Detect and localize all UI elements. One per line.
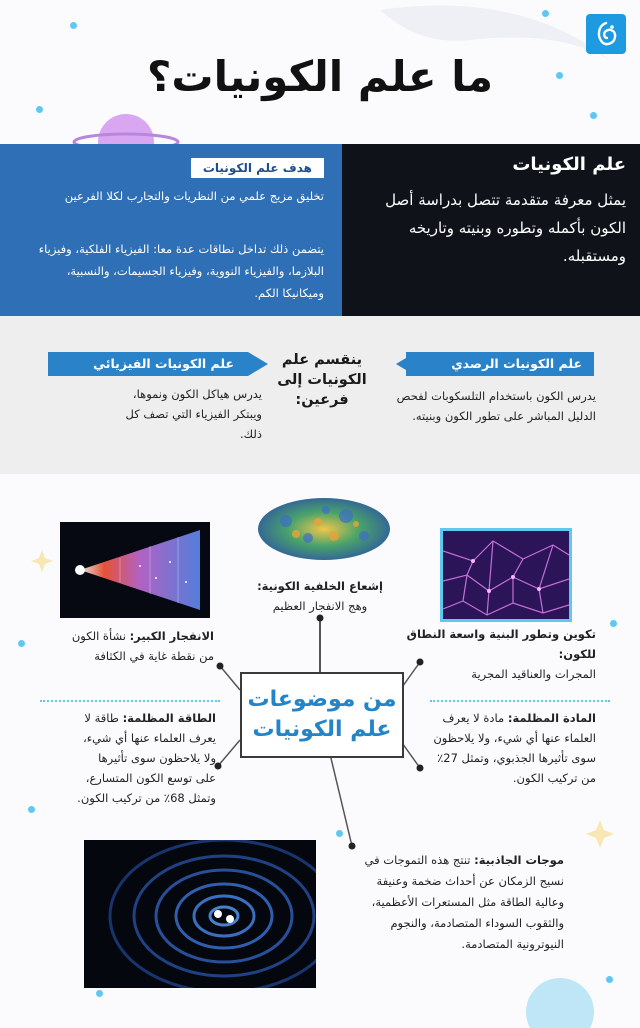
- intro-heading: علم الكونيات: [512, 154, 626, 175]
- topic-dark-matter-text: مادة لا يعرف العلماء عنها أي شيء، ولا يلاحظون سوى تأثيرها الجذبوي، وتمثل 27٪ من تركيب الكون.: [433, 711, 596, 785]
- topic-grav-waves-title: موجات الجاذبية:: [474, 853, 564, 867]
- topic-cmb-title: إشعاع الخلفية الكونية:: [257, 579, 383, 593]
- goal-text-1: تخليق مزيج علمي من النظريات والتجارب لكلا الفرعين: [64, 189, 324, 203]
- gravitational-waves-graphic: [84, 840, 316, 988]
- physical-tag: علم الكونيات الفيزيائي: [48, 352, 248, 376]
- topics-center-line1: من موضوعات: [247, 687, 397, 712]
- goal-heading: هدف علم الكونيات: [191, 158, 324, 178]
- topic-structure-title: تكوين وتطور البنية واسعة النطاق للكون:: [406, 627, 596, 661]
- topic-dark-energy-title: الطاقة المظلمة:: [122, 711, 216, 725]
- topic-dark-energy: [76, 708, 216, 808]
- topics-center-label: [248, 685, 397, 745]
- topic-grav-waves: [344, 850, 564, 955]
- branches-center-label: ينقسم علم الكونيات إلى فرعين:: [277, 352, 367, 408]
- topic-dark-matter-title: المادة المظلمة:: [507, 711, 596, 725]
- topic-dark-energy-text: طاقة لا يعرف العلماء عنها أي شيء، ولا يلاحظون سوى تأثيرها على توسع الكون المتسارع، وتمثل 68٪ من تركيب الكون.: [77, 711, 216, 805]
- gravitational-waves-image: [84, 840, 316, 988]
- topic-structure-text: المجرات والعناقيد المجرية: [471, 667, 596, 681]
- topic-grav-waves-text: تنتج هذه التموجات في نسيج الزمكان عن أحداث ضخمة وعنيفة وعالية الطاقة مثل المستعرات الأعظمية، والثقوب السوداء المتصادمة، والنجوم النيوترونية المتصادمة.: [364, 853, 564, 951]
- topics-center-line2: علم الكونيات: [252, 717, 392, 742]
- observational-tag: علم الكونيات الرصدي: [406, 352, 594, 376]
- topic-cmb-text: وهج الانفجار العظيم: [272, 599, 368, 613]
- topic-dark-matter: [426, 708, 596, 788]
- page-title: ما علم الكونيات؟: [147, 52, 493, 101]
- physical-text: يدرس هياكل الكون ونموها، ويبتكر الفيزياء التي تصف كل ذلك.: [125, 387, 262, 441]
- intro-text: يمثل معرفة متقدمة تتصل بدراسة أصل الكون بأكمله وتطوره وبنيته وتاريخه ومستقبله.: [385, 191, 626, 265]
- observational-text: يدرس الكون باستخدام التلسكوبات لفحص الدليل المباشر على تطور الكون وبنيته.: [396, 389, 596, 423]
- topic-bigbang-text: نشأة الكون من نقطة غاية في الكثافة: [71, 629, 214, 663]
- topic-bigbang-title: الانفجار الكبير:: [129, 629, 214, 643]
- topics-center-box: [240, 672, 404, 758]
- goal-text-2: يتضمن ذلك تداخل نطاقات عدة معا: الفيزياء الفلكية، وفيزياء البلازما، والفيزياء النووية، وفيزياء الجسيمات، والنسبية، وميكانيكا الكم.: [38, 242, 324, 300]
